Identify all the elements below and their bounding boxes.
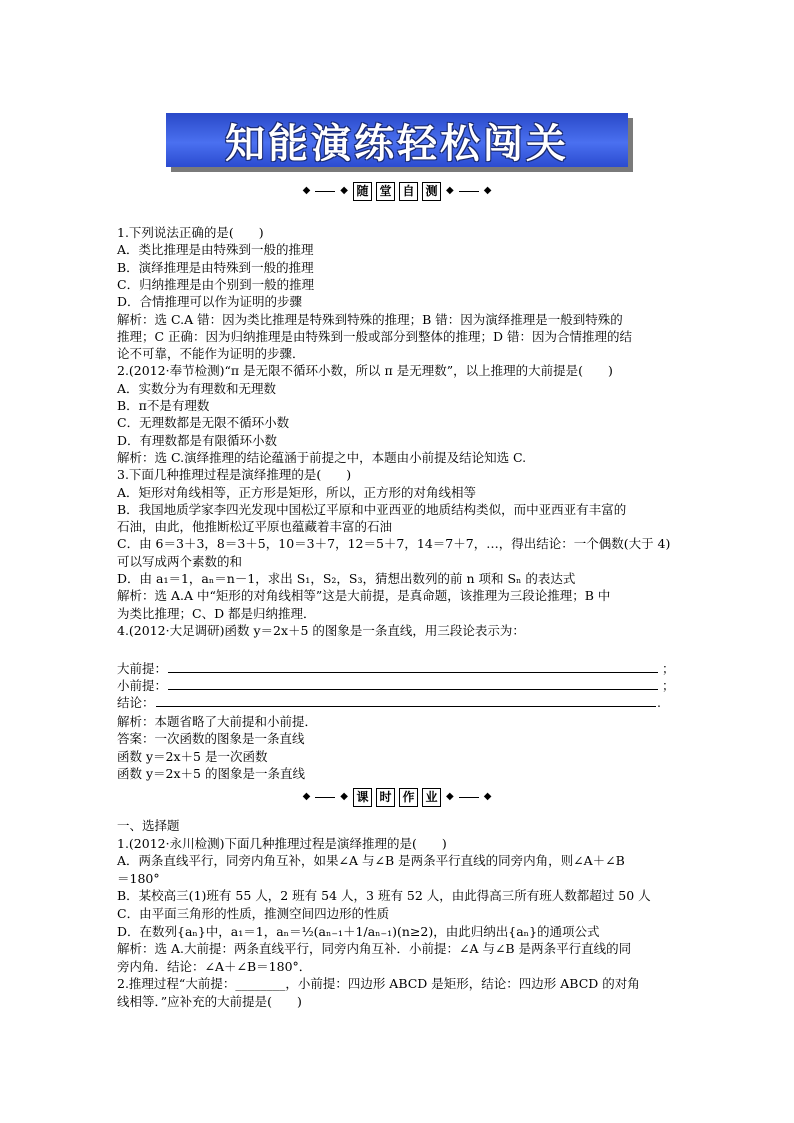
banner-face <box>166 113 628 167</box>
text-line: A．矩形对角线相等，正方形是矩形，所以，正方形的对角线相等 <box>117 484 477 500</box>
divider-line <box>315 797 335 798</box>
text-line: 解析：本题省略了大前提和小前提． <box>117 714 318 729</box>
text-line: 解析：选 A.大前提：两条直线平行，同旁内角互补．小前提：∠A 与∠B 是两条平行直线的同 <box>117 941 632 957</box>
divider-line <box>459 797 479 798</box>
text-line: 可以写成两个素数的和 <box>117 553 243 569</box>
text-line: 解析：选 C.演绎推理的结论蕴涵于前提之中，本题由小前提及结论知选 C. <box>117 449 527 465</box>
text-line: 解析：选 A.A 中“矩形的对角线相等”这是大前提，是真命题，该推理为三段论推理；B 中 <box>117 588 611 604</box>
text-line: D．由 a₁＝1，aₙ＝n－1，求出 S₁，S₂，S₃，猜想出数列的前 n 项和 Sₙ 的表达式 <box>117 571 576 586</box>
text-line: 1.(2012·永川检测)下面几种推理过程是演绎推理的是( ) <box>117 835 447 851</box>
diamond-icon: ◆ <box>483 791 492 802</box>
text-line: 论不可靠，不能作为证明的步骤． <box>117 346 305 362</box>
diamond-icon: ◆ <box>302 185 311 196</box>
text-line: 解析：选 C.A 错：因为类比推理是特殊到特殊的推理；B 错：因为演绎推理是一般到特殊的 <box>117 311 623 327</box>
diamond-icon: ◆ <box>340 791 348 802</box>
text-line: 3.下面几种推理过程是演绎推理的是( ) <box>117 467 352 483</box>
fill-label: 结论： <box>117 695 155 710</box>
text-line: C．由 6＝3＋3，8＝3＋5，10＝3＋7，12＝5＋7，14＝7＋7，…，得出结论：一个偶数(大于 4) <box>117 536 671 552</box>
diamond-icon: ◆ <box>446 791 454 802</box>
section-char: 自 <box>399 182 418 201</box>
diamond-icon: ◆ <box>340 185 348 196</box>
answer-blank[interactable] <box>168 660 658 673</box>
fill-end: ； <box>662 661 675 676</box>
text-line: 2.推理过程“大前提：________，小前提：四边形 ABCD 是矩形，结论：四边形 ABCD 的对角 <box>117 976 640 992</box>
text-line: C．由平面三角形的性质，推测空间四边形的性质 <box>117 906 390 921</box>
section-header-2 <box>0 787 794 807</box>
text-line: 旁内角．结论：∠A＋∠B＝180°． <box>117 958 312 974</box>
section-char: 作 <box>399 788 418 807</box>
text-line: 为类比推理；C、D 都是归纳推理． <box>117 605 316 621</box>
text-line: B．某校高三(1)班有 55 人，2 班有 54 人，3 班有 52 人，由此得高三所有班人数都超过 50 人 <box>117 888 651 904</box>
divider-line <box>315 191 335 192</box>
text-line: 石油，由此，他推断松辽平原也蕴藏着丰富的石油 <box>117 519 393 535</box>
text-line: 答案：一次函数的图象是一条直线 <box>117 731 305 747</box>
text-line: A．实数分为有理数和无理数 <box>117 380 277 396</box>
fill-label: 小前提： <box>117 678 168 693</box>
text-line: 推理；C 正确：因为归纳推理是由特殊到一般或部分到整体的推理；D 错：因为合情推理的结 <box>117 328 633 344</box>
text-line: C．归纳推理是由个别到一般的推理 <box>117 276 315 292</box>
fill-end: . <box>657 695 661 710</box>
text-line: 函数 y＝2x＋5 的图象是一条直线 <box>117 765 305 781</box>
fill-end: ； <box>662 678 675 693</box>
text-line: 一、选择题 <box>117 818 180 833</box>
section-char: 时 <box>376 788 395 807</box>
answer-blank[interactable] <box>168 677 658 690</box>
text-line: 函数 y＝2x＋5 是一次函数 <box>117 748 268 764</box>
section-header-1 <box>0 181 794 201</box>
section-char: 课 <box>353 788 372 807</box>
section-char: 业 <box>422 788 441 807</box>
diamond-icon: ◆ <box>483 185 492 196</box>
section-char: 测 <box>422 182 441 201</box>
text-line: 1.下列说法正确的是( ) <box>117 225 264 240</box>
text-line: B．我国地质学家李四光发现中国松辽平原和中亚西亚的地质结构类似，而中亚西亚有丰富的 <box>117 501 627 517</box>
text-line: D．在数列{aₙ}中，a₁＝1，aₙ＝½(aₙ₋₁＋1/aₙ₋₁)(n≥2)，由此归纳出{aₙ}的通项公式 <box>117 923 600 939</box>
answer-blank[interactable] <box>156 694 656 707</box>
banner-title: 知能演练轻松闯关 <box>225 119 569 167</box>
text-line: 4.(2012·大足调研)函数 y＝2x＋5 的图象是一条直线，用三段论表示为： <box>117 622 525 638</box>
text-line: 线相等．”应补充的大前提是( ) <box>117 994 302 1009</box>
banner <box>166 113 628 167</box>
text-line: C．无理数都是无限不循环小数 <box>117 415 290 431</box>
diamond-icon: ◆ <box>302 791 311 802</box>
section-char: 堂 <box>376 182 395 201</box>
text-line: D．有理数都是有限循环小数 <box>117 432 278 448</box>
diamond-icon: ◆ <box>446 185 454 196</box>
text-line: B．π不是有理数 <box>117 398 210 413</box>
text-line: 2.(2012·奉节检测)“π 是无限不循环小数，所以 π 是无理数”，以上推理的大前提是( ) <box>117 363 613 379</box>
text-line: A．类比推理是由特殊到一般的推理 <box>117 242 314 258</box>
text-line: A．两条直线平行，同旁内角互补，如果∠A 与∠B 是两条平行直线的同旁内角，则∠A＋∠B <box>117 853 625 869</box>
divider-line <box>459 191 479 192</box>
text-line: B．演绎推理是由特殊到一般的推理 <box>117 259 314 275</box>
section-char: 随 <box>353 182 372 201</box>
fill-label: 大前提： <box>117 661 168 676</box>
text-line: ＝180° <box>117 870 160 886</box>
text-line: D．合情推理可以作为证明的步骤 <box>117 294 303 310</box>
